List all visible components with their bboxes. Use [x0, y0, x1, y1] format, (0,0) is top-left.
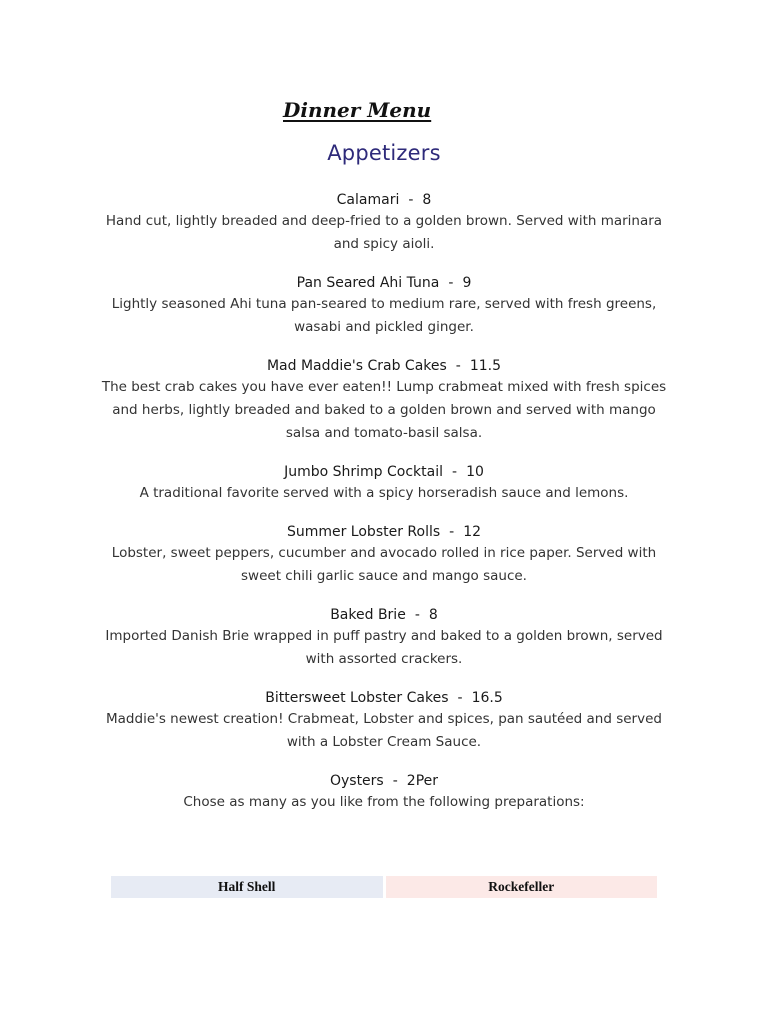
- appetizer-list: [100, 190, 668, 831]
- price-separator: -: [392, 773, 398, 789]
- item-name: Jumbo Shrimp Cocktail: [284, 464, 444, 480]
- item-description: Hand cut, lightly breaded and deep-fried to a golden brown. Served with marinara and spicy aioli.: [105, 213, 663, 252]
- menu-item-header: [100, 356, 668, 376]
- price-separator: -: [449, 524, 455, 540]
- menu-title: Dinner Menu: [283, 98, 432, 122]
- price-separator: -: [457, 690, 463, 706]
- item-description: Lobster, sweet peppers, cucumber and avocado rolled in rice paper. Served with sweet chili garlic sauce and mango sauce.: [111, 545, 657, 584]
- menu-item-header: [100, 462, 668, 482]
- item-price: 10: [466, 464, 484, 480]
- item-name: Calamari: [336, 192, 400, 208]
- menu-item-header: [100, 771, 668, 791]
- menu-item: [100, 356, 668, 445]
- menu-item-header: [100, 688, 668, 708]
- item-name: Mad Maddie's Crab Cakes: [266, 358, 447, 374]
- price-separator: -: [448, 275, 454, 291]
- price-separator: -: [455, 358, 461, 374]
- price-separator: -: [408, 192, 414, 208]
- menu-item: [100, 190, 668, 256]
- item-description: The best crab cakes you have ever eaten!! Lump crabmeat mixed with fresh spices and herbs, lightly breaded and baked to a golden brown and served with mango salsa and tomato-basil salsa.: [101, 379, 667, 441]
- item-description: Imported Danish Brie wrapped in puff pastry and baked to a golden brown, served with assorted crackers.: [105, 628, 663, 667]
- price-separator: -: [452, 464, 458, 480]
- item-name: Baked Brie: [330, 607, 406, 623]
- item-name: Pan Seared Ahi Tuna: [296, 275, 440, 291]
- item-description: A traditional favorite served with a spicy horseradish sauce and lemons.: [139, 485, 629, 501]
- item-name: Summer Lobster Rolls: [286, 524, 441, 540]
- item-price: 8: [428, 607, 438, 623]
- item-description: Chose as many as you like from the following preparations:: [183, 794, 585, 810]
- menu-item: [100, 688, 668, 754]
- item-price: 16.5: [471, 690, 503, 706]
- preparation-cell-half-shell: Half Shell: [111, 876, 383, 898]
- menu-item: [100, 522, 668, 588]
- item-price: 2Per: [406, 773, 439, 789]
- item-price: 12: [463, 524, 482, 540]
- menu-item-header: [100, 522, 668, 542]
- menu-item: [100, 462, 668, 505]
- menu-item-header: [100, 605, 668, 625]
- section-heading-appetizers: Appetizers: [327, 141, 441, 165]
- price-separator: -: [414, 607, 420, 623]
- item-name: Bittersweet Lobster Cakes: [265, 690, 449, 706]
- item-price: 9: [462, 275, 472, 291]
- preparation-cell-rockefeller: Rockefeller: [386, 876, 658, 898]
- item-description: Maddie's newest creation! Crabmeat, Lobster and spices, pan sautéed and served with a Lobster Cream Sauce.: [106, 711, 662, 750]
- item-price: 8: [422, 192, 432, 208]
- item-description: Lightly seasoned Ahi tuna pan-seared to medium rare, served with fresh greens, wasabi and pickled ginger.: [111, 296, 657, 335]
- item-name: Oysters: [329, 773, 384, 789]
- menu-item-header: [100, 190, 668, 210]
- menu-item: [100, 273, 668, 339]
- oyster-preparations-table: [111, 876, 657, 898]
- menu-item: [100, 771, 668, 814]
- menu-item: [100, 605, 668, 671]
- item-price: 11.5: [469, 358, 502, 374]
- menu-item-header: [100, 273, 668, 293]
